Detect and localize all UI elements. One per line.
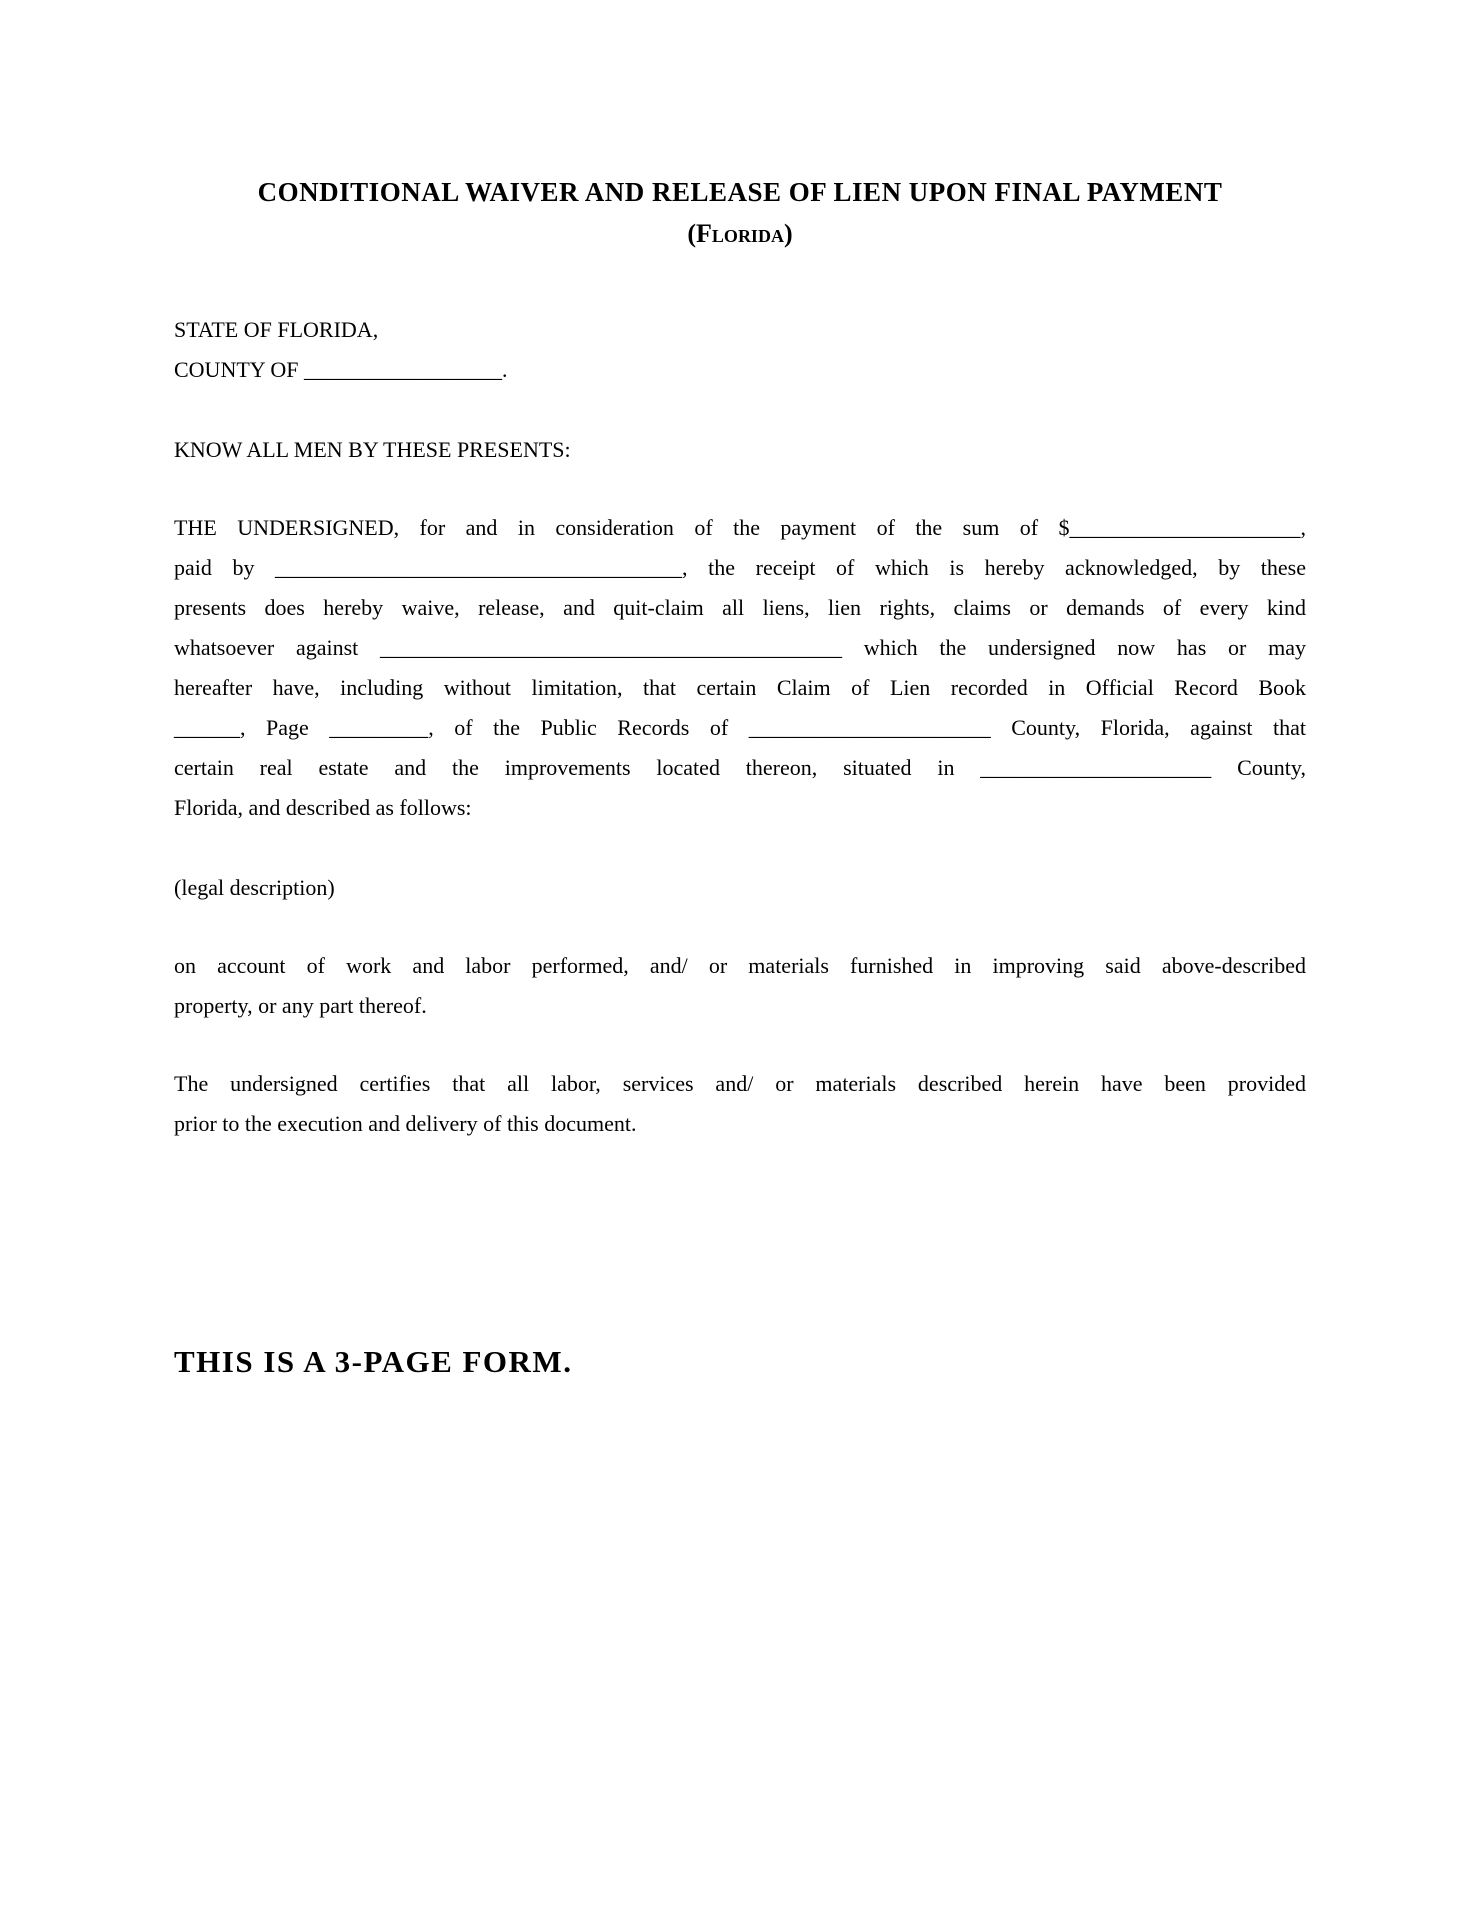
paragraph-line: Florida, and described as follows:: [174, 795, 472, 820]
account-paragraph: [174, 946, 1306, 1026]
body-paragraph: [174, 508, 1306, 828]
paragraph-line: The undersigned certifies that all labor, services and/ or materials described herein have been provided: [174, 1071, 1306, 1096]
paragraph-line: whatsoever against __________________________________________ which the undersigned now has or may: [174, 635, 1306, 660]
state-county-block: [174, 310, 1306, 390]
paragraph-line: property, or any part thereof.: [174, 993, 427, 1018]
document-title: CONDITIONAL WAIVER AND RELEASE OF LIEN UPON FINAL PAYMENT: [257, 177, 1223, 207]
county-of-line: COUNTY OF __________________.: [174, 357, 508, 382]
paragraph-line: hereafter have, including without limitation, that certain Claim of Lien recorded in Official Record Book: [174, 675, 1306, 700]
state-of-florida-line: STATE OF FLORIDA,: [174, 317, 379, 342]
paragraph-line: prior to the execution and delivery of this document.: [174, 1111, 637, 1136]
paragraph-line: ______, Page _________, of the Public Records of ______________________ County, Florida, against that: [174, 715, 1306, 740]
paragraph-line: on account of work and labor performed, and/ or materials furnished in improving said above-described: [174, 953, 1306, 978]
page-count-note: THIS IS A 3-PAGE FORM.: [174, 1344, 573, 1379]
paragraph-line: THE UNDERSIGNED, for and in consideration of the payment of the sum of $_____________________,: [174, 515, 1306, 540]
certification-paragraph: [174, 1064, 1306, 1144]
paragraph-line: presents does hereby waive, release, and quit-claim all liens, lien rights, claims or demands of every kind: [174, 595, 1306, 620]
salutation-line: KNOW ALL MEN BY THESE PRESENTS:: [174, 437, 571, 462]
legal-description-label: (legal description): [174, 875, 335, 900]
paragraph-line: paid by _____________________________________, the receipt of which is hereby acknowledged, by these: [174, 555, 1306, 580]
document-subtitle: (Florida): [687, 219, 793, 248]
paragraph-line: certain real estate and the improvements located thereon, situated in _____________________ County,: [174, 755, 1306, 780]
